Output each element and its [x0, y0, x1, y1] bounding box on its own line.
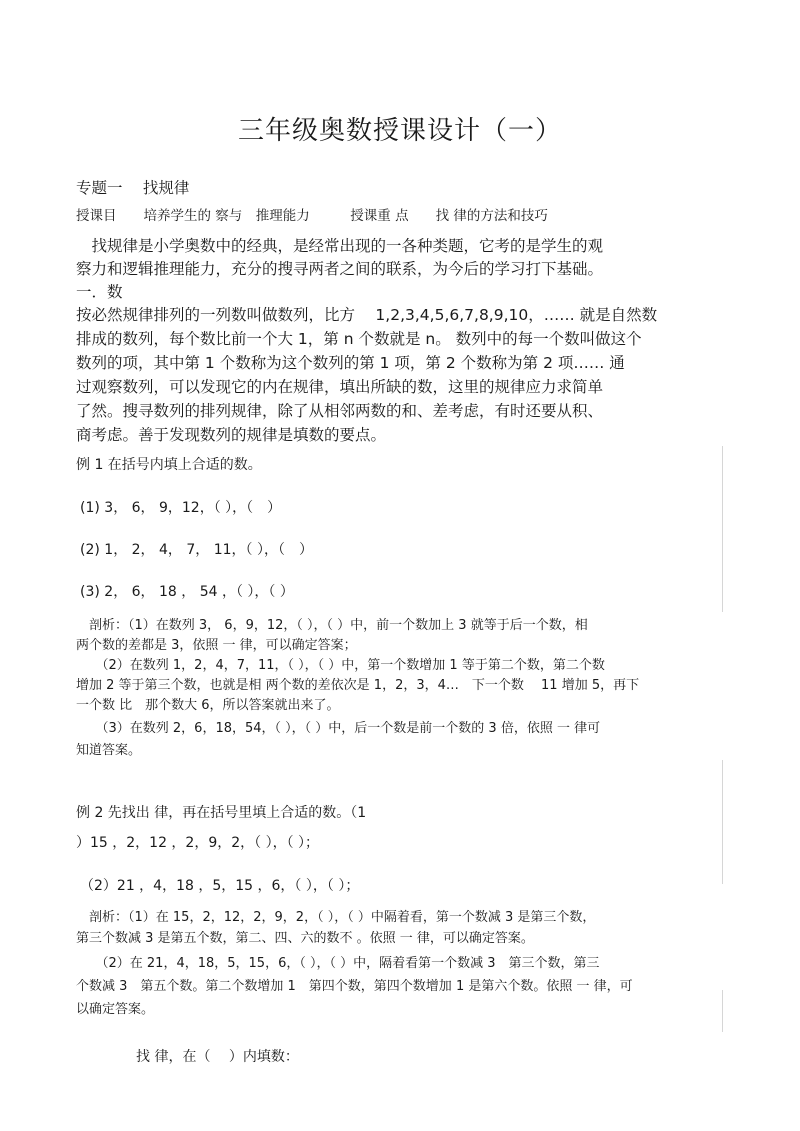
- example-1-analysis-5: 一个数 比 那个数大 6，所以答案就出来了。: [76, 698, 340, 713]
- example-1-analysis-1: 剖析：（1）在数列 3， 6，9，12，（ ），（ ）中，前一个数加上 3 就等于后一个数，相: [76, 618, 588, 633]
- example-2-analysis-5: 以确定答案。: [76, 1002, 155, 1017]
- example-2-item-2: （2）21 ，4，18 ，5，15 ，6，（ ），（ ）；: [80, 878, 360, 894]
- topic-heading: 专题一 找规律: [76, 179, 190, 197]
- intro-line-2: 察力和逻辑推理能力，充分的搜寻两者之间的联系，为今后的学习打下基础。: [76, 260, 604, 278]
- example-1-analysis-6: （3）在数列 2，6，18，54，（ ），（ ）中，后一个数是前一个数的 3 倍，依照 一 律可: [76, 721, 601, 736]
- body-line-4: 过观察数列，可以发现它的内在规律，填出所缺的数，这里的规律应力求简单: [76, 378, 604, 396]
- example-1-title: 例 1 在括号内填上合适的数。: [76, 457, 262, 473]
- example-2-analysis-2: 第三个数减 3 是第五个数，第二、四、六的数不 。依照 一 律，可以确定答案。: [76, 931, 534, 946]
- example-2-item-1: ）15 ，2，12 ，2，9，2，（ ），（ ）；: [76, 835, 320, 851]
- intro-line-1: 找规律是小学奥数中的经典，是经常出现的一各种类题，它考的是学生的观: [76, 237, 604, 255]
- exercise-heading: 找 律，在（ ）内填数：: [136, 1049, 299, 1065]
- lesson-goal-line: 授课目 培养学生的 察与 推理能力 授课重 点 找 律的方法和技巧: [76, 208, 548, 224]
- body-line-3: 数列的项，其中第 1 个数称为这个数列的第 1 项，第 2 个数称为第 2 项…… 通: [76, 354, 625, 372]
- page-title: 三年级奥数授课设计（一）: [237, 116, 562, 146]
- example-1-analysis-2: 两个数的差都是 3，依照 一 律，可以确定答案；: [76, 638, 357, 653]
- example-2-title: 例 2 先找出 律，再在括号里填上合适的数。（1: [76, 805, 367, 821]
- section-heading: 一．数: [76, 283, 123, 301]
- example-1-analysis-3: （2）在数列 1，2，4，7，11，（ ），（ ）中，第一个数增加 1 等于第二个数，第二个数: [76, 658, 605, 673]
- table-rule: [722, 446, 723, 612]
- table-rule: [722, 760, 723, 884]
- example-2-analysis-4: 个数减 3 第五个数。第二个数增加 1 第四个数，第四个数增加 1 是第六个数。依照 一 律，可: [76, 979, 633, 994]
- example-1-item-2: (2) 1， 2， 4， 7， 11，（ ），（ ）: [80, 542, 313, 558]
- example-2-analysis-3: （2）在 21，4，18，5，15，6，（ ），（ ）中，隔着看第一个数减 3 第三个数，第三: [76, 956, 600, 971]
- example-1-analysis-4: 增加 2 等于第三个数，也就是相 两个数的差依次是 1，2，3，4… 下一个数 11 增加 5，再下: [76, 678, 640, 693]
- example-1-analysis-7: 知道答案。: [76, 743, 142, 758]
- body-line-1: 按必然规律排列的一列数叫做数列，比方 1,2,3,4,5,6,7,8,9,10，…… 就是自然数: [76, 306, 658, 324]
- body-line-2: 排成的数列，每个数比前一个大 1，第 n 个数就是 n。 数列中的每一个数叫做这个: [76, 330, 642, 348]
- body-line-5: 了然。搜寻数列的排列规律，除了从相邻两数的和、差考虑，有时还要从积、: [76, 402, 604, 420]
- example-1-item-3: (3) 2， 6， 18 ， 54 ，（ ），（ ）: [80, 584, 294, 600]
- table-rule: [722, 990, 723, 1032]
- example-2-analysis-1: 剖析：（1）在 15，2，12，2，9，2，（ ），（ ）中隔着看，第一个数减 3 是第三个数，: [76, 910, 596, 925]
- example-1-item-1: (1) 3， 6， 9，12，（ ），（ ）: [80, 500, 282, 516]
- body-line-6: 商考虑。善于发现数列的规律是填数的要点。: [76, 426, 387, 444]
